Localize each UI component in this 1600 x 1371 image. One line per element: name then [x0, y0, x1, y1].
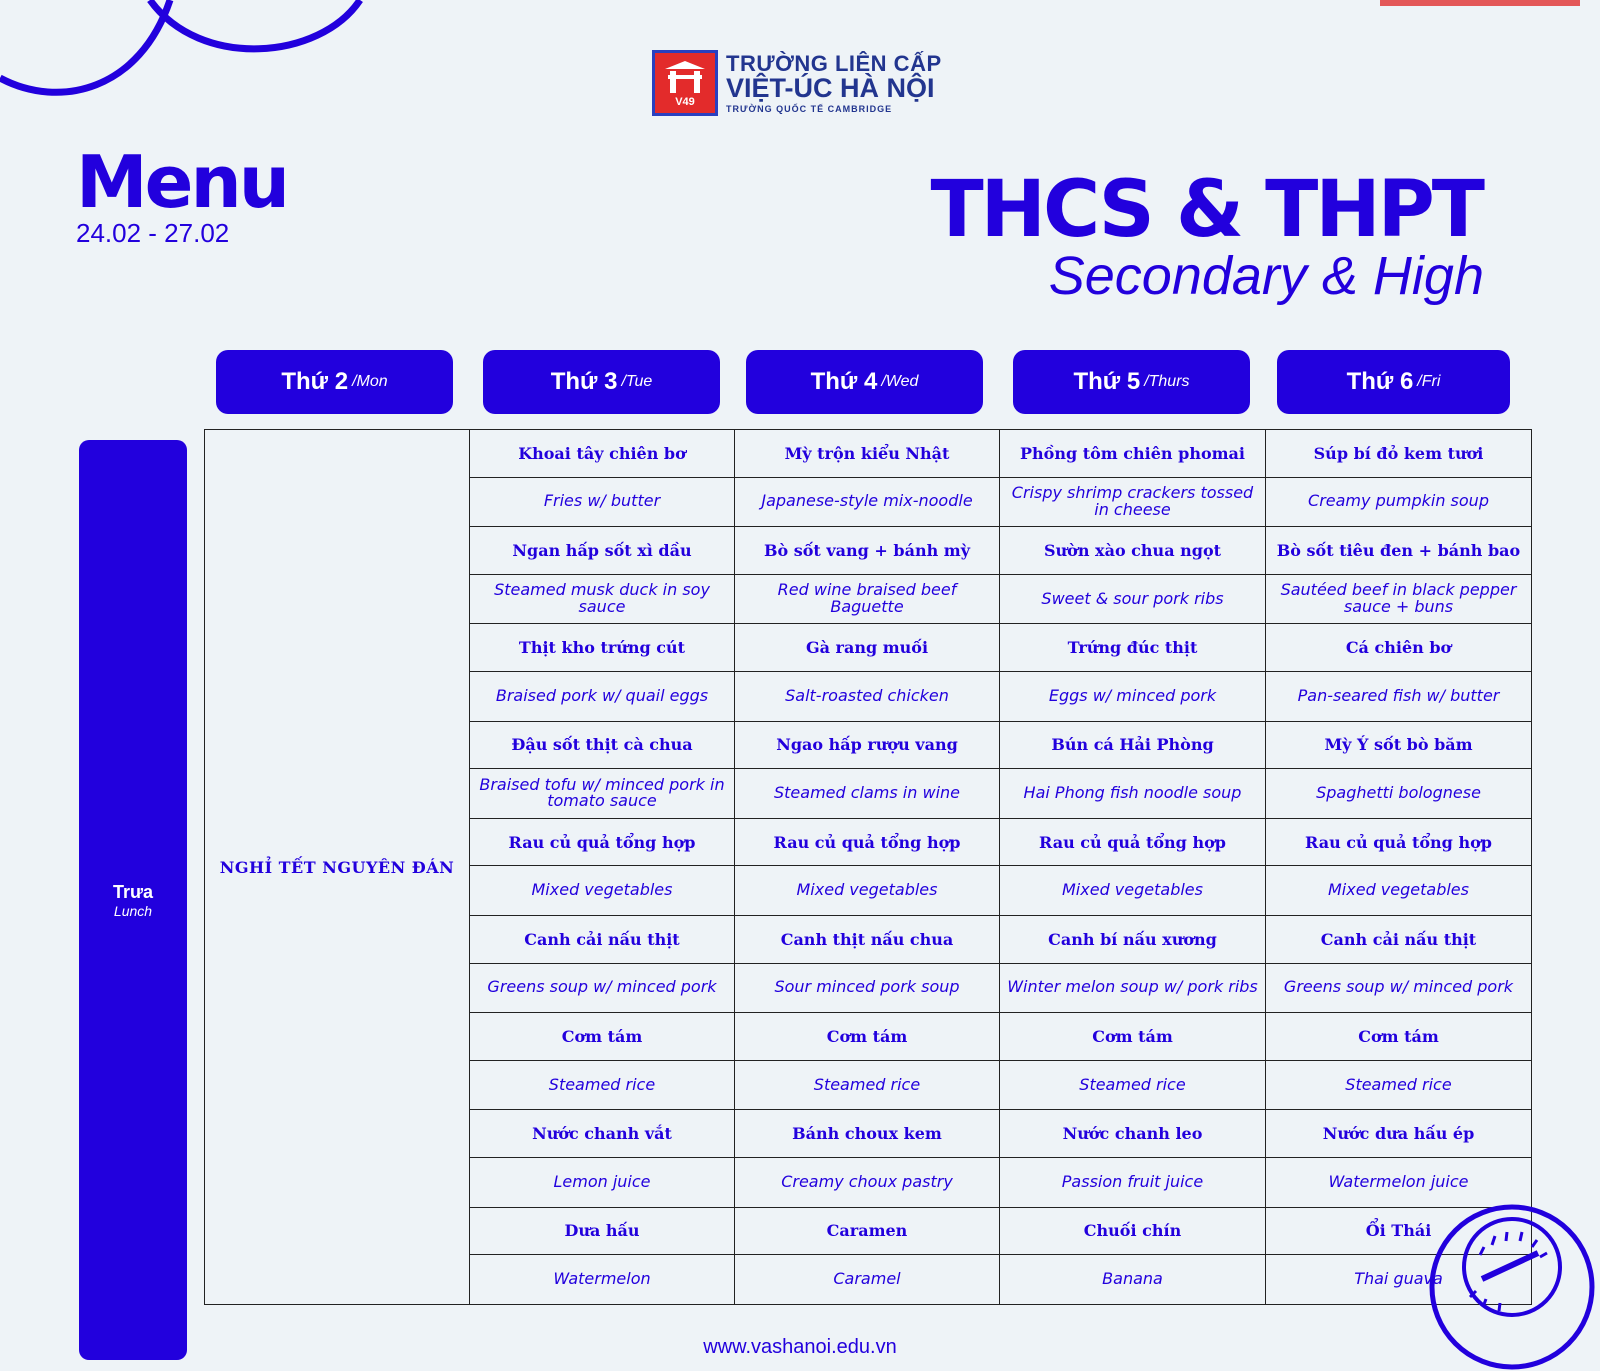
day-vn: Thứ 3: [550, 368, 618, 395]
dish-name-vn: Mỳ Ý sốt bò băm: [1266, 721, 1532, 769]
dish-name-vn: Chuối chín: [1000, 1207, 1266, 1255]
logo-line-3: TRƯỜNG QUỐC TẾ CAMBRIDGE: [726, 103, 893, 114]
dish-name-vn: Bánh choux kem: [735, 1110, 1000, 1158]
meal-vn: Trưa: [112, 881, 154, 902]
dish-name-en: Creamy pumpkin soup: [1266, 477, 1532, 527]
dish-name-vn: Rau củ quả tổng hợp: [1000, 818, 1266, 866]
dish-name-vn: Cơm tám: [1266, 1013, 1532, 1061]
dish-name-en: Steamed clams in wine: [735, 769, 1000, 819]
dish-name-en: Creamy choux pastry: [735, 1157, 1000, 1207]
dish-name-en: Eggs w/ minced pork: [1000, 671, 1266, 721]
dish-name-vn: Nước chanh vắt: [470, 1110, 735, 1158]
dish-name-en: Sour minced pork soup: [735, 963, 1000, 1013]
day-vn: Thứ 4: [810, 368, 878, 395]
dish-name-en: Spaghetti bolognese: [1266, 769, 1532, 819]
dish-name-vn: Trứng đúc thịt: [1000, 624, 1266, 672]
day-vn: Thứ 5: [1073, 368, 1141, 395]
dish-name-en: Passion fruit juice: [1000, 1157, 1266, 1207]
dish-name-en: Watermelon: [470, 1255, 735, 1305]
day-vn: Thứ 2: [281, 368, 349, 395]
dish-name-en: Fries w/ butter: [470, 477, 735, 527]
dish-name-en: Sautéed beef in black pepper sauce + buns: [1266, 574, 1532, 624]
day-header-wed: [746, 350, 983, 414]
dish-name-en: Japanese-style mix-noodle: [735, 477, 1000, 527]
dish-name-vn: Cơm tám: [470, 1013, 735, 1061]
dish-name-en: Greens soup w/ minced pork: [470, 963, 735, 1013]
dish-name-en: Thai guava: [1266, 1255, 1532, 1305]
dish-name-vn: Khoai tây chiên bơ: [470, 430, 735, 478]
website-footer: www.vashanoi.edu.vn: [703, 1336, 897, 1358]
dish-name-en: Mixed vegetables: [735, 866, 1000, 916]
day-en: /Tue: [621, 373, 653, 390]
dish-name-vn: Nước chanh leo: [1000, 1110, 1266, 1158]
menu-dates: 24.02 - 27.02: [76, 218, 230, 248]
menu-title: Menu: [76, 140, 287, 224]
dish-name-vn: Cơm tám: [735, 1013, 1000, 1061]
day-header-thu: [1013, 350, 1250, 414]
dish-name-vn: Ổi Thái: [1266, 1207, 1532, 1255]
dish-name-en: Crispy shrimp crackers tossed in cheese: [1000, 477, 1266, 527]
dish-name-en: Hai Phong fish noodle soup: [1000, 769, 1266, 819]
menu-row-vn: [205, 430, 1532, 478]
dish-name-en: Steamed musk duck in soy sauce: [470, 574, 735, 624]
dish-name-vn: Ngan hấp sốt xì dầu: [470, 527, 735, 575]
dish-name-vn: Canh bí nấu xương: [1000, 916, 1266, 964]
dish-name-en: Steamed rice: [1266, 1060, 1532, 1110]
dish-name-vn: Mỳ trộn kiểu Nhật: [735, 430, 1000, 478]
dish-name-en: Winter melon soup w/ pork ribs: [1000, 963, 1266, 1013]
dish-name-vn: Cơm tám: [1000, 1013, 1266, 1061]
dish-name-en: Caramel: [735, 1255, 1000, 1305]
school-logo: [652, 50, 942, 116]
day-en: /Wed: [881, 373, 919, 390]
dish-name-vn: Sườn xào chua ngọt: [1000, 527, 1266, 575]
dish-name-en: Braised pork w/ quail eggs: [470, 671, 735, 721]
dish-name-vn: Rau củ quả tổng hợp: [1266, 818, 1532, 866]
day-header-tue: [483, 350, 720, 414]
heading-sub: Secondary & High: [1048, 246, 1484, 306]
dish-name-en: Watermelon juice: [1266, 1157, 1532, 1207]
corner-red-mark: [1380, 0, 1580, 6]
dish-name-vn: Rau củ quả tổng hợp: [470, 818, 735, 866]
dish-name-en: Mixed vegetables: [470, 866, 735, 916]
logo-gate-icon: [652, 50, 718, 116]
day-vn: Thứ 6: [1346, 368, 1414, 395]
day-header-mon: [216, 350, 453, 414]
dish-name-en: Mixed vegetables: [1266, 866, 1532, 916]
dish-name-vn: Thịt kho trứng cút: [470, 624, 735, 672]
day-en: /Thurs: [1144, 373, 1190, 390]
dish-name-vn: Bún cá Hải Phòng: [1000, 721, 1266, 769]
dish-name-vn: Caramen: [735, 1207, 1000, 1255]
dish-name-en: Steamed rice: [470, 1060, 735, 1110]
meal-en: Lunch: [113, 902, 153, 919]
dish-name-vn: Nước dưa hấu ép: [1266, 1110, 1532, 1158]
dish-name-vn: Ngao hấp rượu vang: [735, 721, 1000, 769]
dish-name-en: Steamed rice: [1000, 1060, 1266, 1110]
dish-name-vn: Súp bí đỏ kem tươi: [1266, 430, 1532, 478]
dish-name-vn: Bò sốt tiêu đen + bánh bao: [1266, 527, 1532, 575]
dish-name-vn: Cá chiên bơ: [1266, 624, 1532, 672]
logo-line-1: TRƯỜNG LIÊN CẤP: [726, 50, 942, 76]
day-en: /Mon: [352, 373, 388, 390]
dish-name-vn: Bò sốt vang + bánh mỳ: [735, 527, 1000, 575]
dish-name-vn: Canh thịt nấu chua: [735, 916, 1000, 964]
day-en: /Fri: [1417, 373, 1441, 390]
monday-holiday-cell: NGHỈ TẾT NGUYÊN ĐÁN: [205, 430, 470, 1305]
dish-name-en: Lemon juice: [470, 1157, 735, 1207]
dish-name-vn: Phồng tôm chiên phomai: [1000, 430, 1266, 478]
dish-name-en: Pan-seared fish w/ butter: [1266, 671, 1532, 721]
dish-name-vn: Dưa hấu: [470, 1207, 735, 1255]
heading-main: THCS & THPT: [930, 165, 1482, 255]
dish-name-vn: Canh cải nấu thịt: [470, 916, 735, 964]
day-header-fri: [1277, 350, 1510, 414]
meal-label-lunch: [79, 440, 187, 1360]
dish-name-en: Mixed vegetables: [1000, 866, 1266, 916]
dish-name-en: Steamed rice: [735, 1060, 1000, 1110]
dish-name-en: Salt-roasted chicken: [735, 671, 1000, 721]
logo-badge-text: V49: [675, 96, 695, 108]
dish-name-en: Red wine braised beef Baguette: [735, 574, 1000, 624]
dish-name-vn: Gà rang muối: [735, 624, 1000, 672]
dish-name-en: Banana: [1000, 1255, 1266, 1305]
decorative-swirl: [0, 0, 380, 110]
dish-name-vn: Đậu sốt thịt cà chua: [470, 721, 735, 769]
dish-name-vn: Rau củ quả tổng hợp: [735, 818, 1000, 866]
dish-name-en: Sweet & sour pork ribs: [1000, 574, 1266, 624]
dish-name-en: Greens soup w/ minced pork: [1266, 963, 1532, 1013]
logo-line-2: VIỆT-ÚC HÀ NỘI: [726, 72, 935, 103]
menu-table: [204, 429, 1532, 1305]
dish-name-vn: Canh cải nấu thịt: [1266, 916, 1532, 964]
dish-name-en: Braised tofu w/ minced pork in tomato sauce: [470, 769, 735, 819]
